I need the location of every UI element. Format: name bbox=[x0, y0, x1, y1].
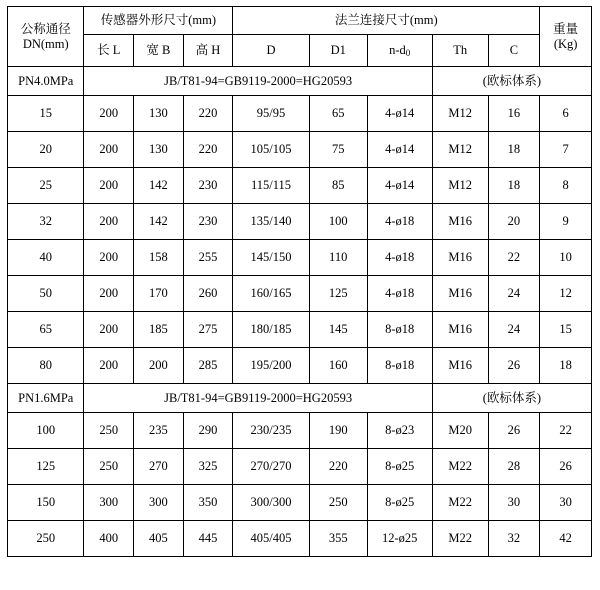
cell-c: 26 bbox=[488, 348, 540, 384]
cell-h: 260 bbox=[183, 276, 233, 312]
cell-l: 200 bbox=[84, 168, 134, 204]
cell-c: 20 bbox=[488, 204, 540, 240]
cell-h: 325 bbox=[183, 449, 233, 485]
specification-table bbox=[7, 6, 592, 557]
section-note: (欧标体系) bbox=[432, 384, 591, 413]
cell-nd0: 4-ø14 bbox=[367, 168, 432, 204]
cell-th: M16 bbox=[432, 240, 488, 276]
cell-dn: 25 bbox=[8, 168, 84, 204]
cell-h: 285 bbox=[183, 348, 233, 384]
cell-b: 200 bbox=[134, 348, 184, 384]
cell-l: 200 bbox=[84, 312, 134, 348]
cell-dn: 80 bbox=[8, 348, 84, 384]
cell-d1: 160 bbox=[309, 348, 367, 384]
cell-h: 290 bbox=[183, 413, 233, 449]
table-row bbox=[8, 449, 592, 485]
section-band-row bbox=[8, 67, 592, 96]
cell-d: 300/300 bbox=[233, 485, 309, 521]
cell-d: 230/235 bbox=[233, 413, 309, 449]
cell-c: 18 bbox=[488, 132, 540, 168]
cell-d: 145/150 bbox=[233, 240, 309, 276]
cell-d1: 65 bbox=[309, 96, 367, 132]
cell-c: 30 bbox=[488, 485, 540, 521]
cell-th: M16 bbox=[432, 348, 488, 384]
cell-l: 200 bbox=[84, 276, 134, 312]
header-group-sensor: 传感器外形尺寸(mm) bbox=[84, 7, 233, 35]
cell-c: 24 bbox=[488, 276, 540, 312]
header-dn-line2: DN(mm) bbox=[22, 36, 69, 51]
header-dn-line1: 公称通径 bbox=[20, 22, 71, 37]
cell-b: 130 bbox=[134, 132, 184, 168]
header-n-d0-prefix: n-d bbox=[389, 43, 406, 58]
cell-c: 18 bbox=[488, 168, 540, 204]
cell-nd0: 12-ø25 bbox=[367, 521, 432, 557]
cell-d1: 110 bbox=[309, 240, 367, 276]
cell-nd0: 4-ø18 bbox=[367, 204, 432, 240]
cell-d1: 355 bbox=[309, 521, 367, 557]
header-d1: D1 bbox=[309, 35, 367, 67]
cell-nd0: 4-ø14 bbox=[367, 132, 432, 168]
cell-kg: 7 bbox=[540, 132, 592, 168]
section-band-row bbox=[8, 384, 592, 413]
cell-th: M22 bbox=[432, 521, 488, 557]
cell-l: 200 bbox=[84, 240, 134, 276]
cell-dn: 65 bbox=[8, 312, 84, 348]
header-nominal-diameter bbox=[8, 7, 84, 67]
cell-th: M16 bbox=[432, 276, 488, 312]
cell-d: 160/165 bbox=[233, 276, 309, 312]
table-row bbox=[8, 521, 592, 557]
cell-d: 270/270 bbox=[233, 449, 309, 485]
cell-dn: 15 bbox=[8, 96, 84, 132]
header-d: D bbox=[233, 35, 309, 67]
cell-d: 135/140 bbox=[233, 204, 309, 240]
cell-b: 405 bbox=[134, 521, 184, 557]
cell-kg: 9 bbox=[540, 204, 592, 240]
section-note: (欧标体系) bbox=[432, 67, 591, 96]
cell-kg: 18 bbox=[540, 348, 592, 384]
section-standard: JB/T81-94=GB9119-2000=HG20593 bbox=[84, 384, 432, 413]
header-weight-line1: 重量 bbox=[553, 22, 579, 37]
cell-th: M12 bbox=[432, 168, 488, 204]
cell-h: 220 bbox=[183, 96, 233, 132]
cell-d1: 125 bbox=[309, 276, 367, 312]
cell-nd0: 8-ø25 bbox=[367, 485, 432, 521]
table-row bbox=[8, 132, 592, 168]
cell-b: 170 bbox=[134, 276, 184, 312]
cell-h: 255 bbox=[183, 240, 233, 276]
cell-th: M22 bbox=[432, 449, 488, 485]
cell-l: 200 bbox=[84, 348, 134, 384]
cell-c: 26 bbox=[488, 413, 540, 449]
cell-c: 32 bbox=[488, 521, 540, 557]
cell-d1: 190 bbox=[309, 413, 367, 449]
table-row bbox=[8, 312, 592, 348]
header-height: 高 H bbox=[183, 35, 233, 67]
cell-c: 16 bbox=[488, 96, 540, 132]
cell-l: 400 bbox=[84, 521, 134, 557]
cell-kg: 30 bbox=[540, 485, 592, 521]
cell-kg: 8 bbox=[540, 168, 592, 204]
cell-kg: 15 bbox=[540, 312, 592, 348]
section-standard: JB/T81-94=GB9119-2000=HG20593 bbox=[84, 67, 432, 96]
cell-th: M12 bbox=[432, 132, 488, 168]
cell-h: 445 bbox=[183, 521, 233, 557]
cell-c: 24 bbox=[488, 312, 540, 348]
cell-l: 200 bbox=[84, 204, 134, 240]
cell-nd0: 4-ø18 bbox=[367, 276, 432, 312]
cell-l: 200 bbox=[84, 96, 134, 132]
table-row bbox=[8, 485, 592, 521]
cell-dn: 50 bbox=[8, 276, 84, 312]
header-c: C bbox=[488, 35, 540, 67]
cell-d1: 75 bbox=[309, 132, 367, 168]
cell-d1: 220 bbox=[309, 449, 367, 485]
cell-h: 275 bbox=[183, 312, 233, 348]
cell-d1: 145 bbox=[309, 312, 367, 348]
table-row bbox=[8, 348, 592, 384]
table-row bbox=[8, 240, 592, 276]
cell-b: 270 bbox=[134, 449, 184, 485]
cell-d1: 85 bbox=[309, 168, 367, 204]
cell-dn: 100 bbox=[8, 413, 84, 449]
cell-d: 180/185 bbox=[233, 312, 309, 348]
cell-dn: 40 bbox=[8, 240, 84, 276]
cell-d: 115/115 bbox=[233, 168, 309, 204]
cell-th: M22 bbox=[432, 485, 488, 521]
cell-nd0: 4-ø18 bbox=[367, 240, 432, 276]
cell-nd0: 8-ø23 bbox=[367, 413, 432, 449]
cell-l: 250 bbox=[84, 449, 134, 485]
cell-dn: 150 bbox=[8, 485, 84, 521]
cell-h: 220 bbox=[183, 132, 233, 168]
cell-b: 235 bbox=[134, 413, 184, 449]
cell-kg: 22 bbox=[540, 413, 592, 449]
cell-b: 142 bbox=[134, 204, 184, 240]
cell-th: M16 bbox=[432, 204, 488, 240]
section-pressure: PN4.0MPa bbox=[8, 67, 84, 96]
cell-nd0: 8-ø25 bbox=[367, 449, 432, 485]
header-width: 宽 B bbox=[134, 35, 184, 67]
cell-dn: 20 bbox=[8, 132, 84, 168]
cell-kg: 42 bbox=[540, 521, 592, 557]
cell-h: 230 bbox=[183, 168, 233, 204]
table-header-row-groups bbox=[8, 7, 592, 35]
cell-l: 200 bbox=[84, 132, 134, 168]
cell-l: 250 bbox=[84, 413, 134, 449]
cell-nd0: 8-ø18 bbox=[367, 348, 432, 384]
cell-b: 142 bbox=[134, 168, 184, 204]
cell-b: 130 bbox=[134, 96, 184, 132]
cell-b: 185 bbox=[134, 312, 184, 348]
cell-nd0: 4-ø14 bbox=[367, 96, 432, 132]
header-n-d0-subscript: 0 bbox=[405, 48, 411, 59]
table-row bbox=[8, 204, 592, 240]
table-row bbox=[8, 168, 592, 204]
cell-d1: 250 bbox=[309, 485, 367, 521]
cell-c: 28 bbox=[488, 449, 540, 485]
cell-b: 300 bbox=[134, 485, 184, 521]
cell-l: 300 bbox=[84, 485, 134, 521]
cell-d: 95/95 bbox=[233, 96, 309, 132]
table-row bbox=[8, 276, 592, 312]
cell-th: M12 bbox=[432, 96, 488, 132]
cell-kg: 10 bbox=[540, 240, 592, 276]
cell-kg: 6 bbox=[540, 96, 592, 132]
table-row bbox=[8, 413, 592, 449]
cell-d: 105/105 bbox=[233, 132, 309, 168]
header-group-flange: 法兰连接尺寸(mm) bbox=[233, 7, 540, 35]
cell-dn: 250 bbox=[8, 521, 84, 557]
cell-d1: 100 bbox=[309, 204, 367, 240]
cell-h: 230 bbox=[183, 204, 233, 240]
section-pressure: PN1.6MPa bbox=[8, 384, 84, 413]
cell-dn: 125 bbox=[8, 449, 84, 485]
cell-d: 405/405 bbox=[233, 521, 309, 557]
cell-dn: 32 bbox=[8, 204, 84, 240]
table-row bbox=[8, 96, 592, 132]
cell-th: M16 bbox=[432, 312, 488, 348]
header-n-d0 bbox=[367, 35, 432, 67]
cell-th: M20 bbox=[432, 413, 488, 449]
cell-kg: 12 bbox=[540, 276, 592, 312]
cell-d: 195/200 bbox=[233, 348, 309, 384]
cell-kg: 26 bbox=[540, 449, 592, 485]
cell-nd0: 8-ø18 bbox=[367, 312, 432, 348]
header-length: 长 L bbox=[84, 35, 134, 67]
cell-b: 158 bbox=[134, 240, 184, 276]
cell-h: 350 bbox=[183, 485, 233, 521]
table-header-row-columns bbox=[8, 35, 592, 67]
header-weight-line2: (Kg) bbox=[553, 36, 578, 51]
header-weight bbox=[540, 7, 592, 67]
cell-c: 22 bbox=[488, 240, 540, 276]
header-th: Th bbox=[432, 35, 488, 67]
